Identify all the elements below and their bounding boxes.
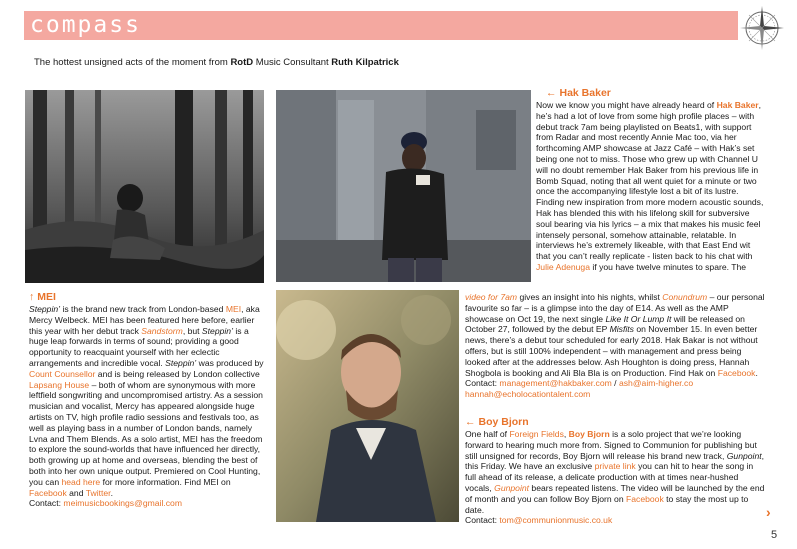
hak-heading-label: Hak Baker	[559, 87, 611, 99]
boy-text: One half of	[465, 429, 510, 439]
next-page-icon[interactable]: ›	[766, 504, 771, 520]
boy-text: Gunpoint	[726, 450, 762, 461]
hak-text: if you have twelve minutes to spare. The	[590, 261, 747, 272]
intro-author: Ruth Kilpatrick	[331, 57, 399, 68]
hak-contact-email-3[interactable]: hannah@echolocationtalent.com	[465, 389, 591, 400]
boy-body	[465, 429, 765, 526]
hak-text: Misfits	[609, 324, 634, 335]
mei-text: – both of whom are synonymous with more leftfield songwriting and uncompromised artistry. As a session musician and vocalist, Mercy has appeared alongside huge artists on TV, high profile radio sessions and festivals too, as well as playing bass in a number of London bands, namely Lvna and Them Blends. As a solo artist, MEI has the freedom to explore the sound-worlds that have influenced her directly, both growing up at home and overseas, blending the best of both into her own unique output. Premiered on Cool Hunting, you can	[29, 379, 263, 487]
mei-text: was produced by	[196, 357, 264, 368]
count-counsellor-link[interactable]: Count Counsellor	[29, 368, 96, 379]
boy-text: , this Friday. We have an exclusive	[465, 450, 765, 472]
boy-text: bears repeated listens. The video will be launched by the end of month and you can follow Boy Bjorn on	[465, 482, 765, 504]
boy-bjorn-article	[465, 416, 765, 526]
mei-text: Steppin’	[201, 325, 233, 336]
lapsang-house-link[interactable]: Lapsang House	[29, 379, 90, 390]
hak-text: Like It Or Lump It	[605, 313, 672, 324]
hak-facebook-link[interactable]: Facebook	[717, 367, 756, 378]
hak-baker-article	[465, 87, 765, 273]
hak-text: on November 15. In even better news, there’s a debut tour scheduled for early 2018. Hak Bakar is not without offers, but is still 100% independent – with management and press being looked after at the addresses below. Ash Houghton is doing press, Hannah Shogbola is booking and Ali Bla Bla is on Production. Find Hak on	[465, 324, 758, 378]
hak-contact-sep: /	[611, 378, 619, 389]
hak-text: Now we know you might have already heard of	[536, 100, 717, 110]
mei-text: and is being released by London collective	[95, 368, 260, 379]
hak-baker-article-cont	[465, 292, 765, 400]
mei-text: is a huge leap forwards in terms of sound; providing a good opportunity to reacquaint yourself with her eclectic arrangements and incredible vocal.	[29, 325, 249, 368]
hak-contact-email-2[interactable]: ash@aim-higher.co	[618, 378, 694, 389]
mei-text: and	[66, 487, 86, 498]
mei-heading-label: MEI	[37, 291, 56, 303]
hak-text: gives an insight into his nights, whilst	[517, 292, 663, 302]
mei-text: , aka Mercy Welbeck. MEI has been featured here before, earlier this year with her debut track	[29, 304, 260, 336]
arrow-left-icon: ←	[465, 416, 476, 428]
boy-facebook-link[interactable]: Facebook	[626, 493, 664, 504]
sandstorm-link[interactable]: Sandstorm	[141, 325, 183, 336]
intro-brand: RotD	[230, 57, 254, 68]
boy-text: ,	[563, 429, 569, 439]
boy-contact-label: Contact:	[465, 515, 500, 526]
arrow-up-icon: ↑	[29, 291, 35, 303]
hak-contact-email-1[interactable]: management@hakbaker.com	[499, 378, 612, 389]
conundrum-link[interactable]: Conundrum	[662, 292, 708, 302]
boy-text: you can hit to hear the song in full ahead of its release, a delicate production with at times near-hushed vocals,	[465, 461, 754, 493]
video-7am-link[interactable]: video for 7am	[465, 292, 518, 302]
julie-adenuga-link[interactable]: Julie Adenuga	[536, 261, 590, 272]
hak-text: , he’s had a lot of love from some high profile places – with debut track 7am being playlisted on Beats1, with support from Radar and most recently Annie Mac too, via her forthcoming AMP showcase at Jazz Café – with Hak’s set being one not to miss. Those who grew up with Channel U will no doubt remember Hak Baker from his previous life in Bomb Squad, noting that all went quiet for a minute or two once the accompanying lifestyle lost a bit of its lustre. Finding new inspiration from more modern acoustic sounds, Hak has blended this with his lifelong skill for subversive soul bearing via his lyrics – a mix that makes his music feel intensely personal, somehow attainable, relatable. In interviews he’s extremely likeable, with that East End wit that you can’t really replicate - listen back to his chat with	[536, 100, 764, 262]
intro-prefix: The hottest unsigned acts of the moment from	[34, 57, 231, 68]
mei-contact-label: Contact:	[29, 498, 64, 509]
section-title: compass	[30, 12, 141, 38]
boy-text: to stay the most up to date.	[465, 493, 749, 515]
gunpoint-link[interactable]: Gunpoint	[494, 482, 530, 493]
boy-bjorn-link[interactable]: Boy Bjorn	[568, 429, 610, 439]
page-number: 5	[771, 529, 778, 541]
mei-body	[29, 304, 269, 509]
boy-bjorn-photo	[276, 290, 459, 522]
mei-article	[29, 291, 269, 509]
foreign-fields-link[interactable]: Foreign Fields	[509, 429, 564, 439]
head-here-link[interactable]: head here	[61, 476, 101, 487]
hak-contact-label: Contact:	[465, 378, 500, 389]
mei-text: .	[110, 487, 113, 498]
arrow-left-icon: ←	[546, 87, 557, 99]
hak-body	[465, 100, 765, 273]
hak-text: .	[755, 367, 758, 378]
hak-body-cont	[465, 292, 765, 400]
mei-photo	[25, 90, 264, 283]
mei-contact-email[interactable]: meimusicbookings@gmail.com	[63, 498, 182, 509]
intro-middle: Music Consultant	[253, 57, 332, 68]
compass-rose-icon	[737, 3, 787, 53]
mei-twitter-link[interactable]: Twitter	[85, 487, 111, 498]
hak-name-link[interactable]: Hak Baker	[716, 100, 759, 110]
mei-text: is the brand new track from London-based	[60, 304, 226, 314]
masthead-bar	[24, 11, 738, 40]
mei-facebook-link[interactable]: Facebook	[29, 487, 67, 498]
hak-text: will be released on October 27, followed by the debut EP	[465, 313, 745, 335]
mei-heading	[29, 291, 269, 304]
boy-heading	[465, 416, 765, 429]
mei-text: Steppin’	[165, 357, 197, 368]
mei-text: Steppin’	[29, 304, 61, 314]
hak-heading	[546, 87, 765, 100]
mei-link[interactable]: MEI	[225, 304, 242, 314]
private-link[interactable]: private link	[594, 461, 636, 472]
mei-text: , but	[182, 325, 202, 336]
mei-text: for more information. Find MEI on	[100, 476, 231, 487]
boy-contact-email[interactable]: tom@communionmusic.co.uk	[499, 515, 613, 526]
boy-heading-label: Boy Bjorn	[478, 416, 529, 428]
intro-line	[34, 57, 399, 68]
hak-text: – our personal favourite so far – is a glimpse into the day of E14. As well as the AMP showcase on Oct 19, the next single	[465, 292, 765, 324]
boy-text: is a solo project that we’re looking forward to hearing much more from. Signed to Communion for publishing but still unsigned for records, Boy Bjorn will release his brand new track,	[465, 429, 757, 461]
